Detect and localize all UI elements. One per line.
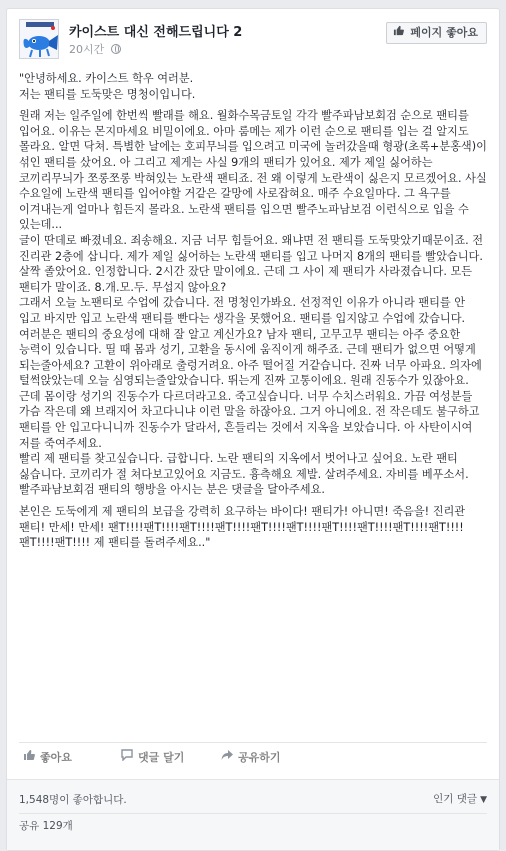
comment-sort-label: 인기 댓글 [433,793,478,805]
caret-down-icon: ▼ [480,795,487,805]
page-name-link[interactable]: 카이스트 대신 전해드립니다 2 [69,25,243,40]
like-button[interactable] [23,749,72,765]
post-body [19,71,489,557]
like-page-button[interactable] [386,22,487,44]
page-avatar[interactable] [19,19,59,59]
share-arrow-icon [221,749,233,764]
share-label: 공유하기 [238,751,281,764]
post-paragraph: 원래 저는 일주일에 한번씩 빨래를 해요. 월화수목금토일 각각 빨주파남보회검 순으로 팬티를 입어요. 이유는 몬지마세요 비밀이에요. 아마 룸메는 제가 이런 순으로 팬티를 입는 걸 알지도 몰라요. 알면 닥쳐. 특별한 날에는 호피무늬를 입으려고 미국에 놀러갔을때 형광(초록+분홍색)이 섞인 팬티를 샀어요. 아 그리고 제게는 사실 9개의 팬티가 있어요. 제가 제일 싫어하는 코끼리무늬가 쪼롱쪼롱 박혀있는 노란색 팬티죠. 전 왜 이렇게 노란색이 싫은지 모르겠어요. 사실 수요일에 노란색 팬티를 입어야할 거같은 갈망에 사로잡혀요. 매주 수요일마다. 그 욕구를 이겨내는게 얼마나 힘든지 몰라요. 노란색 팬티를 입으면 빨주노파남보검 이런식으로 입을 수 있는데... 글이 딴데로 빠졌네요. 죄송해요. 지금 너무 힘들어요. 왜냐면 전 팬티를 도둑맞았기때문이죠. 전 진리관 2층에 삽니다. 제가 제일 싫어하는 노란색 팬티를 입고 나머지 8개의 팬티를 빨았습니다. 살짝 졸았어요. 인정합니다. 2시간 잤단 말이에요. 근데 그 사이 제 팬티가 사라졌습니다. 모든 팬티가 말이죠. 8.개.모.두. 무섭지 않아요? 그래서 오늘 노팬티로 수업에 갔습니다. 전 명청인가봐요. 선정적인 이유가 아니라 팬티를 안 입고 바지만 입고 노란색 팬티를 빤다는 생각을 못했어요. 팬티를 입지않고 수업에 갔습니다. 여러분은 팬티의 중요성에 대해 잘 알고 계신가요? 남자 팬티, 고무고무 팬티는 아주 중요한 능력이 있습니다. 띨 때 몸과 성기, 고환을 동시에 움직이게 해주죠. 근데 팬티가 없으면 어떻게 되는줄아세요? 고환이 위아래로 출렁거려요. 아주 떨어질 거같습니다. 진짜 너무 아파요. 의자에 털썩앉았는데 오늘 심영되는줄알았습니다. 뛰는게 진짜 고통이에요. 원래 진동수가 있잖아요. 근데 몸이랑 성기의 진동수가 다르더라고요. 죽고싶습니다. 너무 수치스러워요. 가끔 여성분들 가슴 작은데 왜 브래지어 차고다니냐 이런 말을 하잖아요. 그거 아니에요. 전 작은데도 불구하고 팬티를 안 입고다니니까 진동수가 달라서, 흔들리는 것에서 지옥을 보았습니다. 아 사탄이시여 저를 죽여주세요. 빨리 제 팬티를 찾고싶습니다. 급합니다. 노란 팬티의 지옥에서 벗어나고 싶어요. 노란 팬티 싫습니다. 코끼리가 절 쳐다보고있어요 지금도. 흉측해요 제발. 살려주세요. 자비를 베푸소서. 빨주파남보회검 팬티의 행방을 아시는 분은 댓글을 달아주세요. [19,109,487,497]
globe-icon [111,44,121,54]
thumbs-up-icon [393,23,404,43]
post-card [6,8,500,851]
comment-sort-dropdown[interactable] [433,791,487,806]
like-label: 좋아요 [40,751,72,764]
comment-button[interactable] [121,749,184,765]
page-logo-icon [20,20,59,59]
like-page-label: 페이지 좋아요 [410,26,478,39]
post-paragraph: "안녕하세요. 카이스트 학우 여러분. 저는 팬티를 도둑맞은 명청이입니다. [19,72,196,101]
post-header [19,19,487,69]
share-button[interactable] [221,749,281,765]
post-paragraph: 본인은 도둑에게 제 팬티의 보급을 강력히 요구하는 바이다! 팬티가! 아니면! 죽음을! 진리관 팬티! 만세! 만세! 팬T!!!!팬T!!!!팬T!!!!팬T!!!!팬T!!!!팬T!!!!팬T!!!!팬T!!!!팬T!!!!팬T!!!!팬T!!!!팬T!!!! 제 팬티를 돌려주세요.." [19,505,466,550]
likes-count[interactable]: 1,548명이 좋아합니다. [19,794,127,806]
comment-icon [121,749,133,764]
post-meta [69,41,121,57]
footer-divider [19,813,487,814]
actions-divider-top [19,742,487,743]
comment-label: 댓글 달기 [138,751,185,764]
thumbs-up-icon [23,749,35,764]
shares-count[interactable]: 공유 129개 [19,820,73,832]
post-footer [7,779,499,850]
post-timestamp[interactable]: 20시간 [69,43,105,56]
